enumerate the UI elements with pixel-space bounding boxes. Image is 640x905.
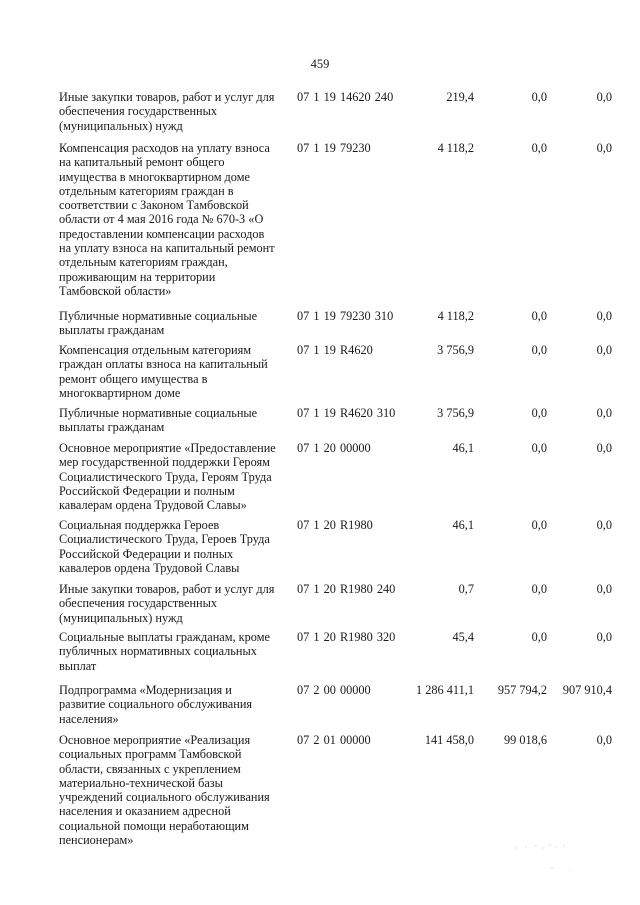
row-value-1: 141 458,0 <box>424 733 474 747</box>
row-value-1: 46,1 <box>452 441 474 455</box>
row-value-1: 45,4 <box>452 630 474 644</box>
row-code: 07 1 19 79230 <box>297 141 371 155</box>
row-value-3: 0,0 <box>596 141 612 155</box>
row-value-1: 3 756,9 <box>437 406 474 420</box>
row-code: 07 1 20 R1980 320 <box>297 630 396 644</box>
row-value-1: 219,4 <box>446 90 474 104</box>
page-number: 459 <box>310 57 330 71</box>
row-value-2: 0,0 <box>531 518 547 532</box>
row-code: 07 1 19 R4620 310 <box>297 406 396 420</box>
row-name: Иные закупки товаров, работ и услуг для обеспечения государственных (муниципальных) нужд <box>59 582 275 625</box>
row-value-1: 4 118,2 <box>437 141 474 155</box>
row-code: 07 1 19 R4620 <box>297 343 373 357</box>
row-name: Публичные нормативные социальные выплаты гражданам <box>59 309 258 338</box>
row-value-3: 0,0 <box>596 309 612 323</box>
row-name: Подпрограмма «Модернизация и развитие социального обслуживания населения» <box>59 683 253 726</box>
row-value-2: 0,0 <box>531 141 547 155</box>
row-value-2: 0,0 <box>531 343 547 357</box>
row-code: 07 2 01 00000 <box>297 733 371 747</box>
row-value-3: 0,0 <box>596 582 612 596</box>
row-value-3: 0,0 <box>596 733 612 747</box>
row-value-2: 0,0 <box>531 630 547 644</box>
row-value-2: 0,0 <box>531 441 547 455</box>
row-value-1: 46,1 <box>452 518 474 532</box>
row-name: Компенсация отдельным категориям граждан оплаты взноса на капитальный ремонт общего имущества в многоквартирном доме <box>59 343 268 400</box>
row-value-3: 0,0 <box>596 406 612 420</box>
row-value-1: 4 118,2 <box>437 309 474 323</box>
row-code: 07 1 20 R1980 240 <box>297 582 396 596</box>
row-value-2: 99 018,6 <box>503 733 547 747</box>
row-name: Основное мероприятие «Предоставление мер государственной поддержки Героям Социалистического Труда, Героям Труда Российской Федерации и полным кавалерам ордена Трудовой Славы» <box>59 441 276 513</box>
row-name: Социальные выплаты гражданам, кроме публичных нормативных социальных выплат <box>59 630 270 673</box>
row-value-1: 3 756,9 <box>437 343 474 357</box>
row-value-3: 0,0 <box>596 343 612 357</box>
row-value-3: 0,0 <box>596 90 612 104</box>
row-code: 07 1 19 14620 240 <box>297 90 394 104</box>
row-code: 07 1 20 00000 <box>297 441 371 455</box>
row-value-3: 0,0 <box>596 630 612 644</box>
row-value-2: 0,0 <box>531 309 547 323</box>
row-code: 07 2 00 00000 <box>297 683 371 697</box>
row-code: 07 1 20 R1980 <box>297 518 373 532</box>
row-name: Публичные нормативные социальные выплаты гражданам <box>59 406 258 435</box>
row-value-3: 0,0 <box>596 441 612 455</box>
row-value-3: 0,0 <box>596 518 612 532</box>
row-value-3: 907 910,4 <box>562 683 612 697</box>
row-name: Социальная поддержка Героев Социалистического Труда, Героев Труда Российской Федерации и полных кавалеров ордена Трудовой Славы <box>59 518 270 575</box>
row-value-2: 0,0 <box>531 582 547 596</box>
row-value-2: 957 794,2 <box>497 683 547 697</box>
row-value-2: 0,0 <box>531 90 547 104</box>
row-name: Иные закупки товаров, работ и услуг для обеспечения государственных (муниципальных) нужд <box>59 90 275 133</box>
scan-noise <box>512 838 582 878</box>
row-name: Основное мероприятие «Реализация социальных программ Тамбовской области, связанных с укреплением материально-технической базы учреждений социального обслуживания населения и оказанием адресной социальной помощи неработающим пенсионерам» <box>59 733 270 848</box>
row-name: Компенсация расходов на уплату взноса на капитальный ремонт общего имущества в многоквартирном доме отдельным категориям граждан в соответствии с Законом Тамбовской области от 4 мая 2016 года № 670-З «О предоставлении компенсации расходов на уплату взноса на капитальный ремонт отдельным категориям граждан, проживающим на территории Тамбовской области» <box>59 141 275 298</box>
row-value-1: 1 286 411,1 <box>416 683 474 697</box>
row-value-2: 0,0 <box>531 406 547 420</box>
row-value-1: 0,7 <box>458 582 474 596</box>
row-code: 07 1 19 79230 310 <box>297 309 394 323</box>
